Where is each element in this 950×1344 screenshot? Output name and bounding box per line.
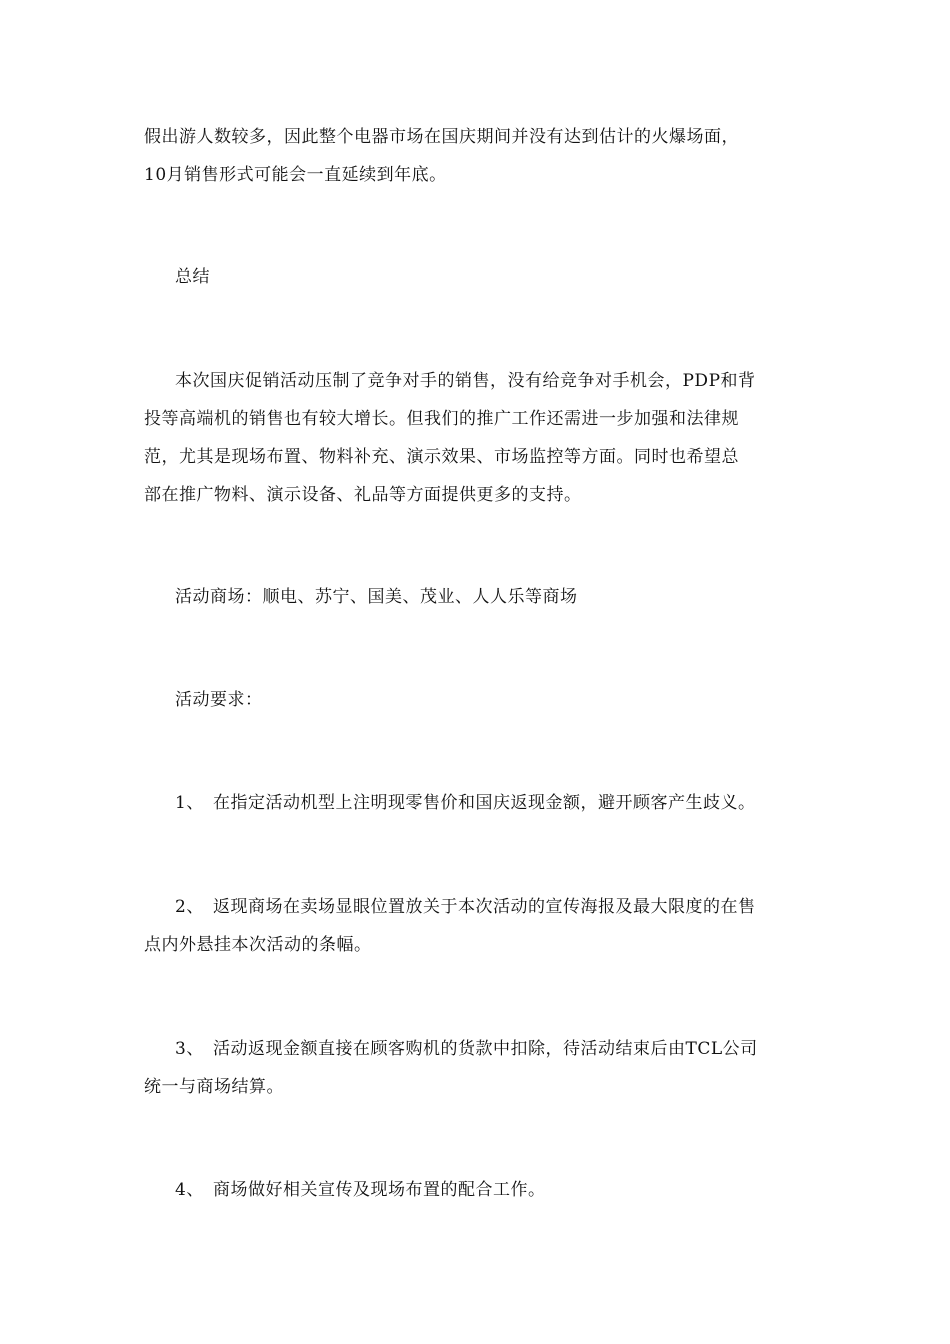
requirement-text: 商场做好相关宣传及现场布置的配合工作。 <box>213 1180 546 1200</box>
requirement-number: 1、 <box>175 793 204 813</box>
paragraph-line: 投等高端机的销售也有较大增长。但我们的推广工作还需进一步加强和法律规 <box>144 409 739 429</box>
requirement-number: 3、 <box>175 1039 204 1059</box>
requirement-number: 2、 <box>175 897 204 917</box>
requirement-continuation: 点内外悬挂本次活动的条幅。 <box>144 935 372 955</box>
paragraph-line: 假出游人数较多，因此整个电器市场在国庆期间并没有达到估计的火爆场面， <box>144 127 739 147</box>
requirement-item <box>175 897 845 918</box>
requirements-heading: 活动要求： <box>175 690 263 710</box>
summary-heading: 总结 <box>175 267 210 287</box>
paragraph-line: 范，尤其是现场布置、物料补充、演示效果、市场监控等方面。同时也希望总 <box>144 447 739 467</box>
requirement-number: 4、 <box>175 1180 204 1200</box>
requirement-text: 在指定活动机型上注明现零售价和国庆返现金额，避开顾客产生歧义。 <box>213 793 756 813</box>
requirement-text: 返现商场在卖场显眼位置放关于本次活动的宣传海报及最大限度的在售 <box>213 897 756 917</box>
paragraph-line: 10月销售形式可能会一直延续到年底。 <box>144 165 447 185</box>
requirement-continuation: 统一与商场结算。 <box>144 1077 284 1097</box>
stores-line: 活动商场：顺电、苏宁、国美、茂业、人人乐等商场 <box>175 587 578 607</box>
requirement-item <box>175 1180 845 1201</box>
requirement-item <box>175 793 845 814</box>
paragraph-line: 部在推广物料、演示设备、礼品等方面提供更多的支持。 <box>144 485 582 505</box>
requirement-text: 活动返现金额直接在顾客购机的货款中扣除，待活动结束后由TCL公司 <box>213 1039 758 1059</box>
requirement-item <box>175 1039 845 1060</box>
paragraph-line: 本次国庆促销活动压制了竞争对手的销售，没有给竞争对手机会，PDP和背 <box>175 371 756 391</box>
